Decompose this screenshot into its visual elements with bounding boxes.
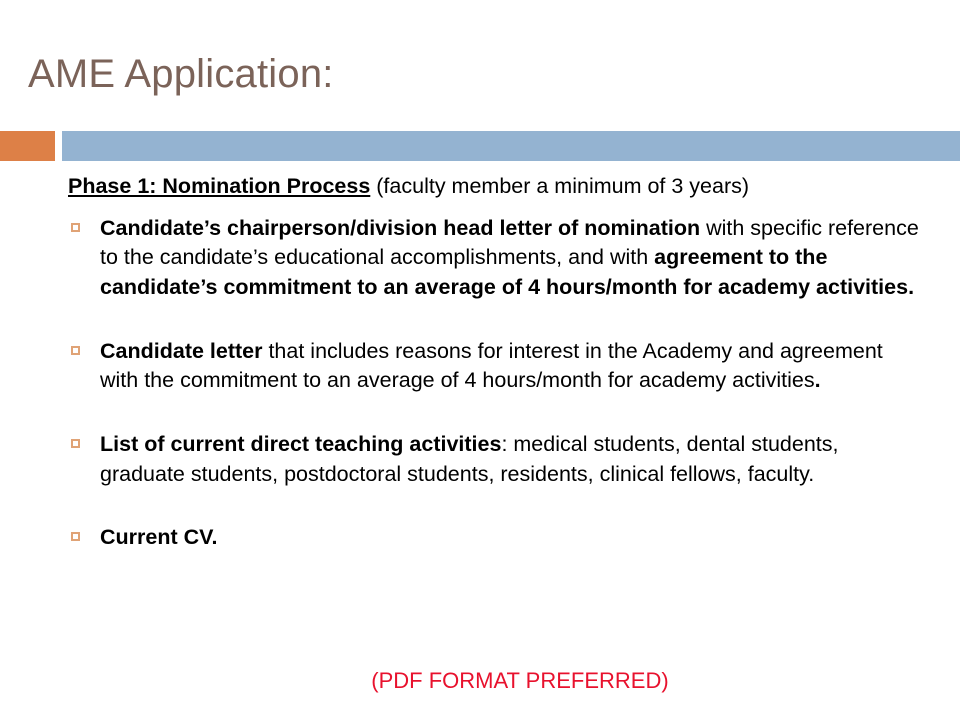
bullet-square-icon xyxy=(71,346,80,355)
bullet-plain: that includes reasons for interest in the Academy and agreement with the commitment to an average of 4 hours/month for academy activities xyxy=(100,338,883,393)
slide-body xyxy=(68,172,920,553)
footer-note: (PDF FORMAT PREFERRED) xyxy=(371,668,669,693)
bullet-square-icon xyxy=(71,439,80,448)
bullet-nomination-letter xyxy=(68,214,920,303)
bullet-square-icon xyxy=(71,532,80,541)
bullet-plain: : medical students, dental students, graduate students, postdoctoral students, residents, clinical fellows, faculty. xyxy=(100,431,839,486)
bullet-emphasis: agreement to the candidate’s commitment to an average of 4 hours/month for academy activities. xyxy=(100,245,915,299)
bullet-emphasis: List of current direct teaching activities xyxy=(100,431,502,456)
bullet-plain: with specific reference to the candidate’s educational accomplishments, and with xyxy=(100,215,919,270)
bullet-text xyxy=(100,339,883,393)
bullet-emphasis: Candidate letter xyxy=(100,338,263,363)
divider-bar xyxy=(62,131,960,161)
bullet-candidate-letter xyxy=(68,337,920,396)
page-title: AME Application: xyxy=(28,52,334,96)
lead-line xyxy=(68,172,920,202)
divider-accent-block xyxy=(0,131,55,161)
bullet-emphasis: . xyxy=(814,368,821,393)
lead-qualifier: (faculty member a minimum of 3 years) xyxy=(370,174,750,198)
bullet-text xyxy=(100,216,919,299)
bullet-teaching-activities xyxy=(68,430,920,489)
title-divider xyxy=(0,131,960,161)
bullet-text xyxy=(100,525,217,549)
bullet-list xyxy=(68,214,920,553)
bullet-square-icon xyxy=(71,223,80,232)
bullet-emphasis: Current CV. xyxy=(100,525,218,550)
bullet-text xyxy=(100,432,838,486)
lead-heading: Phase 1: Nomination Process xyxy=(68,174,371,198)
bullet-current-cv xyxy=(68,523,920,553)
bullet-emphasis: Candidate’s chairperson/division head letter of nomination xyxy=(100,215,701,240)
